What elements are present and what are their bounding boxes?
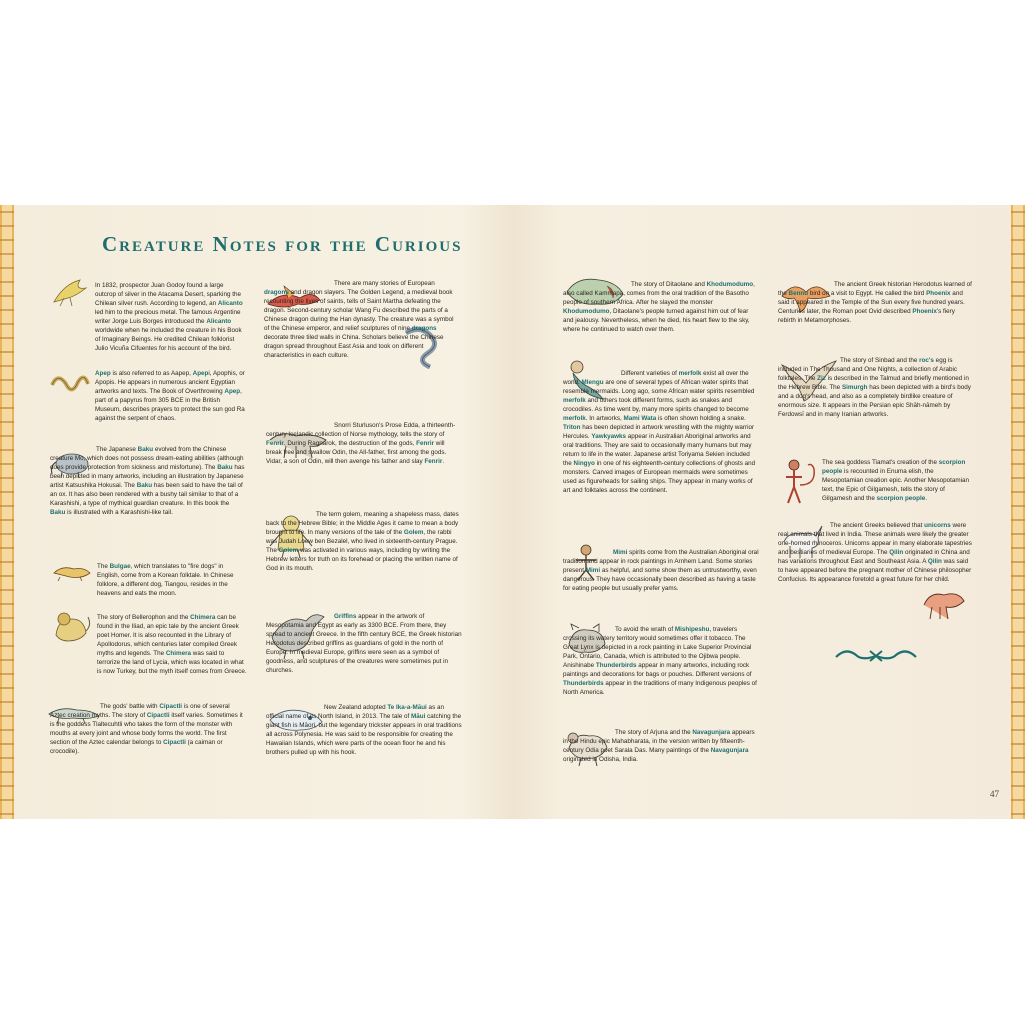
entry-cipactli	[50, 702, 246, 756]
entry-bulgae	[97, 562, 247, 598]
entry-text: The ancient Greek historian Herodotus learned of the Bennu bird on a visit to Egypt. He called the bird Phoenix and said it appeared in the Temple of the Sun every five hundred years. Centuries later, the Roman poet Ovid described Phoenix's fiery rebirth in Metamorphoses.	[778, 281, 972, 324]
entry-text: To avoid the wrath of Mishipeshu, travelers crossing its watery territory would sometimes offer it tobacco. The Great Lynx is depicted in a rock painting in Lake Superior Provincial Park, Ontario, Canada, which is attributed to the Ojibwa people. Anishinabe Thunderbirds appear in many artworks, including rock paintings and decorations for bags or pouches. Different versions of Thunderbirds appear in the traditions of many Indigenous peoples of North America.	[563, 626, 757, 696]
entry-text: Different varieties of merfolk exist all over the world. Mlengu are one of several types of African water spirits that resemble mermaids. Long ago, some African water spirits resembled merfolk and others took different forms, such as snakes and crocodiles. As time went by, many more spirits changed to become merfolk. In artworks, Mami Wata is often shown holding a snake. Triton has been depicted in artwork wrestling with the mighty warrior Hercules. Yawkyawks appear in Australian Aboriginal artworks and oral traditions. They are said to occasionally marry humans but may return to life in the water. Japanese artist Toriyama Sekien included the Ningyo in one of his eighteenth-century collections of ghosts and monsters. Carved images of European mermaids were sometimes used as figureheads for sailing ships. They appear in many works of art and folktales across the continent.	[563, 370, 756, 494]
entry-text: The story of Ditaolane and Khodumodumo, also called Kammapa, comes from the oral tradition of the Basotho people of southern Africa. After he slayed the monster Khodumodumo, Ditaolane's people turned against him out of fear and jealousy. Nevertheless, when he died, his heart flew to the sky, where he continued to watch over them.	[563, 281, 755, 333]
entry-text: The story of Arjuna and the Navagunjara appears in the Hindu epic Mahabharata, in the version written by fifteenth-century Odia poet Sarala Das. Many paintings of the Navagunjara originated in Odisha, India.	[563, 729, 755, 763]
alicanto-bird-icon	[50, 274, 90, 308]
page-number: 47	[990, 789, 999, 799]
entry-mimi	[563, 548, 759, 593]
entry-text: The sea goddess Tiamat's creation of the scorpion people is recounted in Enuma elish, the Mesopotamian creation epic. Another Mesopotamian text, the Epic of Gilgamesh, tells the story of Gilgamesh and the scorpion people.	[822, 459, 970, 502]
ornament-flourish-icon	[832, 645, 920, 667]
apep-serpent-icon	[48, 370, 90, 400]
qilin-icon	[918, 583, 970, 623]
right-page-border	[1011, 205, 1025, 819]
entry-fenrir	[266, 421, 462, 466]
entry-navagunjara	[563, 728, 759, 764]
entry-text: The ancient Greeks believed that unicorns were real animals that lived in India. These animals were likely the greater one-horned rhinoceros. Unicorns appear in many elaborate tapestries and bestiaries of medieval Europe. The Qilin originated in China and has variations throughout East and Southeast Asia. A Qilin was said to have appeared before the pregnant mother of Chinese philosopher Confucius. Its appearance foretold a great future for her child.	[778, 522, 972, 583]
entry-text: Griffins appear in the artwork of Mesopotamia and Egypt as early as 3300 BCE. From there, they spread to ancient Greece. In the fifth century BCE, the Greek historian Herodotus described griffins as guardians of gold in the north of Europe. In medieval Europe, griffins were seen as a symbol of goodness, and sculptures of the creatures were sometimes put in churches.	[266, 613, 462, 674]
entry-unicorns	[778, 521, 972, 584]
entry-golem	[266, 510, 462, 573]
page-title: Creature Notes for the Curious	[102, 232, 463, 256]
entry-text: In 1832, prospector Juan Godoy found a large outcrop of silver in the Atacama Desert, sparking the Chilean silver rush. According to legend, an Alicanto led him to the precious metal. The famous Argentine writer Jorge Luis Borges introduced the Alicanto worldwide when he included the creature in his Book of Imaginary Beings. He credited Chilean folklorist Julio Vicuña Cifuentes for his account of the bird.	[95, 282, 243, 352]
bulgae-dog-icon	[50, 561, 94, 583]
chimera-icon	[50, 605, 92, 649]
entry-khodumodumo	[563, 280, 759, 334]
entry-text: The story of Sinbad and the roc's egg is included in The Thousand and One Nights, a collection of Arabic folktales. The Ziz is described in the Talmud and briefly mentioned in the Hebrew Bible. The Simurgh has been depicted with a bird's body and a dog's head, and also as a completely birdlike creature of enormous size. It appears in the Persian epic Shāh-nāmeh by Ferdowsī and in many Iranian artworks.	[778, 357, 971, 418]
entry-chimera	[97, 613, 247, 676]
entry-alicanto	[95, 281, 245, 353]
entry-text: New Zealand adopted Te Ika-a-Māui as an official name of its North Island, in 2013. The tale of Māui catching the giant fish is Māori, but the legendary trickster appears in oral traditions all across Polynesia. He was said to be responsible for creating the Hawaiian Islands, which were parts of the ocean floor he and his brothers pulled up with his hook.	[266, 704, 462, 756]
entry-text: There are many stories of European dragons and dragon slayers. The Golden Legend, a medieval book recounting the lives of saints, tells of Saint Martha defeating the dragon. Second-century scholar Wang Fu described the parts of a Chinese dragon during the Han dynasty. The creature was a symbol of the Chinese emperor, and relief sculptures of nine dragons decorate three tiled walls in China. Scholars believe the Chinese dragon spread throughout East Asia and took on different characteristics in each culture.	[264, 280, 454, 359]
entry-text: The story of Bellerophon and the Chimera can be found in the Iliad, an epic tale by the ancient Greek poet Homer. It is also recounted in the Library of Apollodorus, which centuries later compiled Greek myths and legends. The Chimera was said to terrorize the land of Lycia, which was located in what is now Turkey, but the myth itself comes from Greece.	[97, 614, 247, 675]
entry-text: Snorri Sturluson's Prose Edda, a thirteenth-century Icelandic collection of Norse mythology, tells the story of Fenrir. During Ragnarok, the destruction of the gods, Fenrir will break free and swallow Odin, the All-father, first among the gods. Vidar, a son of Odin, will then avenge his father and slay Fenrir.	[266, 422, 456, 465]
entry-phoenix	[778, 280, 974, 325]
entry-dragons	[264, 279, 460, 360]
entry-scorpion	[822, 458, 972, 503]
entry-griffins	[266, 612, 462, 675]
entry-text: The Bulgae, which translates to "fire dogs" in English, come from a Korean folktale. In Chinese folklore, a different dog, Tiangou, resides in the heavens and eats the moon.	[97, 563, 234, 597]
entry-mishipeshu	[563, 625, 759, 697]
left-page-border	[0, 205, 14, 819]
entry-text: The term golem, meaning a shapeless mass, dates back to the Hebrew Bible; in the Middle Ages it came to mean a body brought to life. In many versions of the tale of the Golem, the rabbi was Judah Loew ben Bezalel, who lived in sixteenth-century Prague. The Golem was activated in various ways, including by writing the Hebrew letters for truth on its forehead or placing the written name of God in its mouth.	[266, 511, 459, 572]
entry-apep	[95, 369, 245, 423]
scorpion-man-icon	[778, 455, 822, 507]
entry-text: Mimi spirits come from the Australian Aboriginal oral tradition and appear in rock paintings in Arnhem Land. Some stories present Mimi as helpful, and some show them as untrustworthy, even dangerous. They have occasionally been described as having a taste for eating people but usually prefer yams.	[563, 549, 759, 592]
entry-text: Apep is also referred to as Aapep, Apepi, Apophis, or Apopis. He appears in numerous ancient Egyptian artworks and texts. The Book of Overthrowing Apep, part of a papyrus from 305 BCE in the British Museum, describes prayers to protect the sun god Ra against the serpent of chaos.	[95, 370, 245, 422]
entry-text: The Japanese Baku evolved from the Chinese creature Mo, which does not possess dream-eating abilities (although does provide protection from sickness and misfortune). The Baku has been depicted in many artworks, including an illustration by Japanese artist Katsushika Hokusai. The Baku has been said to have the tail of an ox. It has also been rendered with a bushy tail similar to that of a Karashishi, a type of mythical guardian creature. In this book the Baku is illustrated with a Karashishi-like tail.	[50, 446, 245, 516]
entry-text: The gods' battle with Cipactli is one of several Aztec creation myths. The story of Cipactli itself varies. Sometimes it is the goddess Tlaltecuhtli who takes the form of the monster with mouths at every joint and whose body forms the world. The first section of the Aztec calendar belongs to Cipactli (a caiman or crocodile).	[50, 703, 243, 755]
entry-merfolk	[563, 369, 759, 495]
entry-baku	[50, 445, 246, 517]
entry-maui	[266, 703, 462, 757]
entry-roc	[778, 356, 974, 419]
